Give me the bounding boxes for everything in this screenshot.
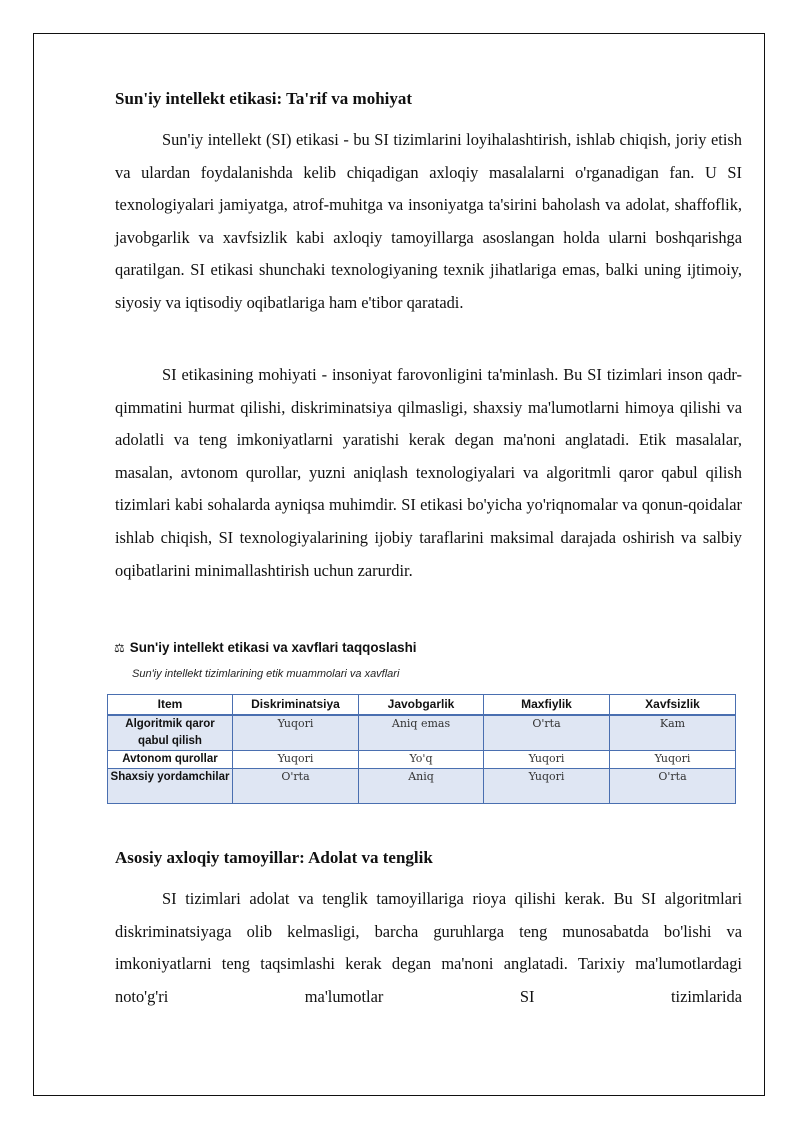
- row-label: Avtonom qurollar: [108, 751, 233, 769]
- table-cell: O'rta: [610, 769, 736, 804]
- table-header-row: [108, 695, 736, 716]
- paragraph-fairness: SI tizimlari adolat va tenglik tamoyillariga rioya qilishi kerak. Bu SI algoritmlari diskriminatsiyaga olib kelmasligi, barcha guruhlarga teng munosabatda bo'lishi va imkoniyatlarni teng taqsimlashi kerak degan ma'noni anglatadi. Tarixiy ma'lumotlardagi noto'g'ri ma'lumotlar SI tizimlarida: [115, 889, 742, 1006]
- table-cell: Aniq: [359, 769, 484, 804]
- table-cell: O'rta: [484, 715, 610, 751]
- table-cell: Yo'q: [359, 751, 484, 769]
- section-heading-fairness: Asosiy axloqiy tamoyillar: Adolat va tenglik: [115, 848, 433, 867]
- table-cell: Yuqori: [233, 715, 359, 751]
- table-row: [108, 715, 736, 751]
- row-label: Algoritmik qaror qabul qilish: [108, 715, 233, 751]
- risk-comparison-table: [107, 694, 736, 804]
- column-header-privacy: Maxfiylik: [484, 695, 610, 716]
- table-row: [108, 751, 736, 769]
- table-cell: Kam: [610, 715, 736, 751]
- table-row: [108, 769, 736, 804]
- column-header-safety: Xavfsizlik: [610, 695, 736, 716]
- section-heading-definition: Sun'iy intellekt etikasi: Ta'rif va mohiyat: [115, 89, 413, 108]
- table-title-text: Sun'iy intellekt etikasi va xavflari taqqoslashi: [129, 640, 417, 655]
- table-cell: Yuqori: [484, 751, 610, 769]
- paragraph-definition: Sun'iy intellekt (SI) etikasi - bu SI tizimlarini loyihalashtirish, ishlab chiqish, joriy etish va ulardan foydalanishda kelib chiqadigan axloqiy masalalarni o'rganadigan fan. U SI texnologiyalari jamiyatga, atrof-muhitga va insoniyatga ta'sirini baholash va adolat, shaffoflik, javobgarlik va xavfsizlik kabi axloqiy tamoyillarga asoslangan holda ularni boshqarishga qaratilgan. SI etikasi shunchaki texnologiyaning texnik jihatlariga emas, balki uning ijtimoiy, siyosiy va iqtisodiy oqibatlariga ham e'tibor qaratadi.: [115, 130, 742, 312]
- table-cell: Yuqori: [610, 751, 736, 769]
- table-cell: Yuqori: [233, 751, 359, 769]
- table-title: [114, 640, 417, 655]
- paragraph-essence: SI etikasining mohiyati - insoniyat farovonligini ta'minlash. Bu SI tizimlari inson qadr-qimmatini hurmat qilishi, diskriminatsiya qilmasligi, shaxsiy ma'lumotlarni himoya qilishi va adolatli va teng imkoniyatlarni yaratishi kerak degan ma'noni anglatadi. Etik masalalar, masalan, avtonom qurollar, yuzni aniqlash texnologiyalari va algoritmli qaror qabul qilish tizimlari kabi sohalarda ayniqsa muhimdir. SI etikasi bo'yicha yo'riqnomalar va qonun-qoidalar ishlab chiqish, SI texnologiyalarining ijobiy taraflarini maksimal darajada oshirish va salbiy oqibatlarini minimallashtirish uchun zarurdir.: [115, 365, 742, 580]
- table-cell: Aniq emas: [359, 715, 484, 751]
- balance-scale-icon: ⚖: [114, 641, 125, 655]
- column-header-accountability: Javobgarlik: [359, 695, 484, 716]
- row-label: Shaxsiy yordamchilar: [108, 769, 233, 804]
- column-header-discrimination: Diskriminatsiya: [233, 695, 359, 716]
- table-cell: O'rta: [233, 769, 359, 804]
- table-cell: Yuqori: [484, 769, 610, 804]
- table-subtitle: Sun'iy intellekt tizimlarining etik muammolari va xavflari: [132, 668, 400, 680]
- column-header-item: Item: [108, 695, 233, 716]
